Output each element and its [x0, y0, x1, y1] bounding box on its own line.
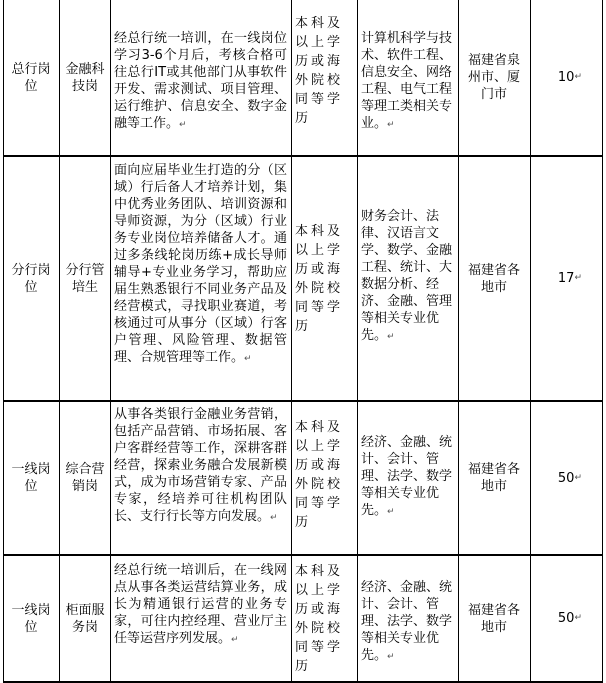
column-divider — [357, 0, 358, 683]
position-cell: 柜面服务岗 — [65, 602, 105, 635]
position-cell: 综合营销岗 — [65, 462, 105, 494]
majors-cell: 经济、金融、统计、会计、管理、法学、数学等相关专业优先。↵ — [361, 435, 453, 518]
column-divider — [291, 0, 292, 683]
column-divider — [110, 0, 111, 683]
location-cell: 福建省各地市 — [467, 462, 520, 494]
column-divider — [530, 0, 531, 683]
count-cell: 10 — [557, 70, 575, 85]
count-cell: 50 — [557, 470, 575, 486]
column-divider — [458, 0, 459, 683]
position-cell: 分行管培生 — [65, 262, 105, 295]
position-cell: 金融科技岗 — [65, 61, 105, 94]
recruitment-table: 总行岗位 金融科技岗 经总行统一培训，在一线岗位学习3-6个月后，考核合格可往总行IT或其他部门从事软件开发、需求测试、项目管理、运行维护、信息安全、数字金融等工作。↵ 本科及以上学历或海外院校同等学历 计算机科学与技术、软件工程、信息安全、网络工程、电气工程等理工类相关专业。↵ 福建省泉州市、厦门市 10 ↵ 分行岗位 分行管培生 面向应届毕业生打造的分（区域）行后备人才培养计划，集中优秀业务团队、培训资源和导师资源，为分（区域）行业务专业岗位培养储备人才。通过多条线轮岗历练+成长导师辅导+专业业务学习，帮助应届生熟悉银行不同业务产品及经营模式，寻找职业赛道，考核通过可从事分（区域）行客户管理、风险管理、数据管理、合规管理等工作。↵ 本科及以上学历或海外院校同等学历 财务会计、法律、汉语言文学、数学、金融工程、统计、大数据分析、经济、金融、管理等相关专业优先。↵ 福建省各地市 17 ↵ 一线岗位 综合营销岗 从事各类银行金融业务营销，包括产品营销、市场拓展、客户客群经营等工作，深耕客群经营，探索业务融合发展新模式，成为市场营销专家、产品专家，经培养可往机构团队长、支行行长等方向发展。↵ 本科及以上学历或海外院校同等学历 经济、金融、统计、会计、管理、法学、数学等相关专业优先。↵ 福建省各地市 50 ↵ 一线岗位 柜面服务岗 经总行统一培训后，在一线网点从事各类运营结算业务，成长为精通银行运营的业务专家，可往内控经理、营业厅主任等运营序列发展。↵ 本科及以上学历或海外院校同等学历 经济、金融、统计、会计、管理、法学、数学等相关专业优先。↵ 福建省各地市 50 ↵ — [0, 0, 606, 683]
count-cell: 17 — [557, 271, 575, 286]
education-cell: 本科及以上学历或海外院校同等学历 — [295, 564, 344, 674]
column-divider — [59, 0, 60, 683]
majors-cell: 经济、金融、统计、会计、管理、法学、数学等相关专业优先。↵ — [361, 580, 453, 663]
category-cell: 一线岗位 — [11, 602, 51, 635]
description-cell: 经总行统一培训后，在一线网点从事各类运营结算业务，成长为精通银行运营的业务专家，可往内控经理、营业厅主任等运营序列发展。↵ — [114, 563, 287, 646]
category-cell: 一线岗位 — [11, 462, 51, 494]
location-cell: 福建省各地市 — [467, 602, 520, 635]
count-cell: 50 — [557, 611, 575, 626]
location-cell: 福建省各地市 — [467, 262, 520, 295]
majors-cell: 财务会计、法律、汉语言文学、数学、金融工程、统计、大数据分析、经济、金融、管理等相关专业优先。↵ — [361, 209, 453, 343]
table-border-left — [3, 0, 4, 683]
education-cell: 本科及以上学历或海外院校同等学历 — [295, 420, 344, 530]
description-cell: 从事各类银行金融业务营销，包括产品营销、市场拓展、客户客群经营等工作，深耕客群经营，探索业务融合发展新模式，成为市场营销专家、产品专家，经培养可往机构团队长、支行行长等方向发展。↵ — [114, 407, 287, 524]
description-cell: 面向应届毕业生打造的分（区域）行后备人才培养计划，集中优秀业务团队、培训资源和导师资源，为分（区域）行业务专业岗位培养储备人才。通过多条线轮岗历练+成长导师辅导+专业业务学习，帮助应届生熟悉银行不同业务产品及经营模式，寻找职业赛道，考核通过可从事分（区域）行客户管理、风险管理、数据管理、合规管理等工作。↵ — [114, 163, 287, 365]
table-border-right — [602, 0, 603, 683]
description-cell: 经总行统一培训，在一线岗位学习3-6个月后，考核合格可往总行IT或其他部门从事软件开发、需求测试、项目管理、运行维护、信息安全、数字金融等工作。↵ — [114, 31, 287, 131]
category-cell: 总行岗位 — [11, 61, 51, 94]
location-cell: 福建省泉州市、厦门市 — [467, 53, 520, 102]
category-cell: 分行岗位 — [11, 262, 51, 295]
majors-cell: 计算机科学与技术、软件工程、信息安全、网络工程、电气工程等理工类相关专业。↵ — [361, 31, 453, 131]
education-cell: 本科及以上学历或海外院校同等学历 — [295, 224, 344, 334]
education-cell: 本科及以上学历或海外院校同等学历 — [295, 16, 344, 126]
